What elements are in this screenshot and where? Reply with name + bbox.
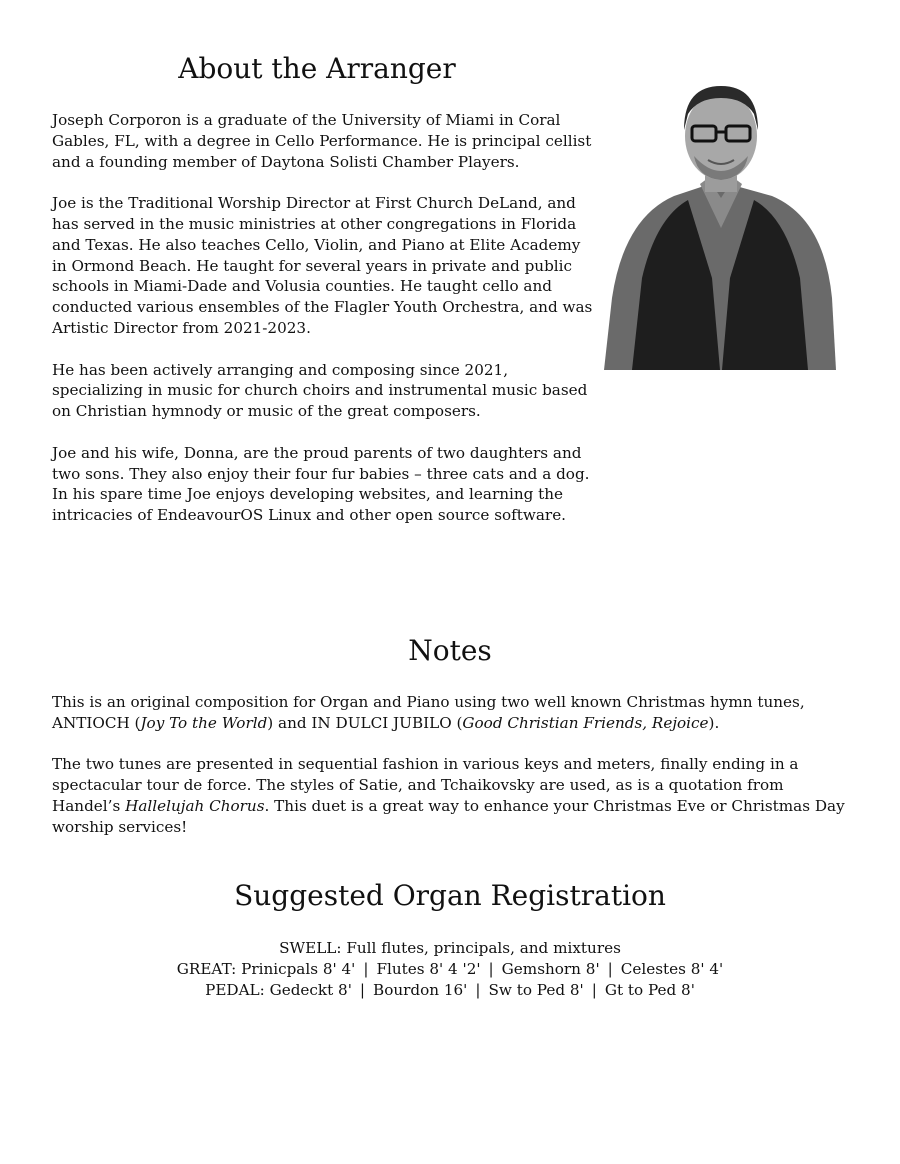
about-paragraph: Joe is the Traditional Worship Director at First Church DeLand, and has served in the music ministries at other congregations in Florida and Texas. He also teaches Cello, Violin, and Piano at Elite Academy in Ormond Beach. He taught for several years in private and public schools in Miami-Dade and Volusia counties. He taught cello and conducted various ensembles of the Flagler Youth Orchestra, and was Artistic Director from 2021-2023. [52, 194, 593, 337]
about-paragraph: Joe and his wife, Donna, are the proud parents of two daughters and two sons. They also enjoy their four fur babies – three cats and a dog. In his spare time Joe enjoys developing websites, and learning the intricacies of EndeavourOS Linux and other open source software. [52, 443, 590, 525]
separator: | [475, 980, 481, 999]
arranger-portrait-image [604, 78, 836, 370]
notes-paragraph [52, 754, 852, 837]
about-paragraph: Joseph Corporon is a graduate of the University of Miami in Coral Gables, FL, with a degree in Cello Performance. He is principal cellist and a founding member of Daytona Solisti Chamber Players. [52, 111, 592, 171]
about-arranger-text [52, 110, 597, 547]
notes-text-run: ). [708, 713, 720, 732]
notes-heading: Notes [408, 634, 492, 667]
about-paragraph: He has been actively arranging and composing since 2021, specializing in music for church choirs and instrumental music based on Christian hymnody or music of the great composers. [52, 360, 588, 421]
separator: | [607, 959, 613, 978]
work-title: Hallelujah Chorus [125, 796, 265, 815]
notes-text-run: The two tunes are presented in sequential fashion in various keys and meters, finally ending in a spectacular tour de force. The styles of Satie, and Tchaikovsky are used, as is a quotation from Handel’s [52, 755, 799, 815]
pedal-registration [0, 980, 900, 1001]
registration-stop: PEDAL: Gedeckt 8' [205, 980, 352, 999]
registration-stop: Celestes 8' 4' [620, 959, 724, 978]
arranger-photo [604, 78, 836, 370]
registration-stop: Flutes 8' 4 '2' [376, 959, 481, 978]
registration-stop: Bourdon 16' [373, 980, 468, 999]
great-registration [0, 959, 900, 980]
notes-text-run: ) and IN DULCI JUBILO ( [267, 713, 463, 732]
hymn-title: Good Christian Friends, Rejoice [462, 713, 709, 732]
registration-stop: Gemshorn 8' [501, 959, 600, 978]
separator: | [488, 959, 494, 978]
swell-registration: SWELL: Full flutes, principals, and mixtures [279, 939, 621, 957]
separator: | [363, 959, 369, 978]
registration-stop: Sw to Ped 8' [488, 980, 584, 999]
registration-list [0, 938, 900, 1000]
about-arranger-heading: About the Arranger [178, 52, 456, 85]
registration-heading: Suggested Organ Registration [234, 879, 666, 912]
notes-text-run: . This duet is a great way to enhance your Christmas Eve or Christmas Day worship services! [52, 796, 845, 836]
registration-stop: GREAT: Prinicpals 8' 4' [176, 959, 356, 978]
notes-text-run: This is an original composition for Organ and Piano using two well known Christmas hymn tunes, ANTIOCH ( [52, 693, 805, 732]
notes-text [52, 692, 852, 858]
separator: | [591, 980, 597, 999]
notes-paragraph [52, 692, 852, 734]
registration-stop: Gt to Ped 8' [604, 980, 695, 999]
separator: | [359, 980, 366, 999]
hymn-title: Joy To the World [140, 713, 268, 732]
